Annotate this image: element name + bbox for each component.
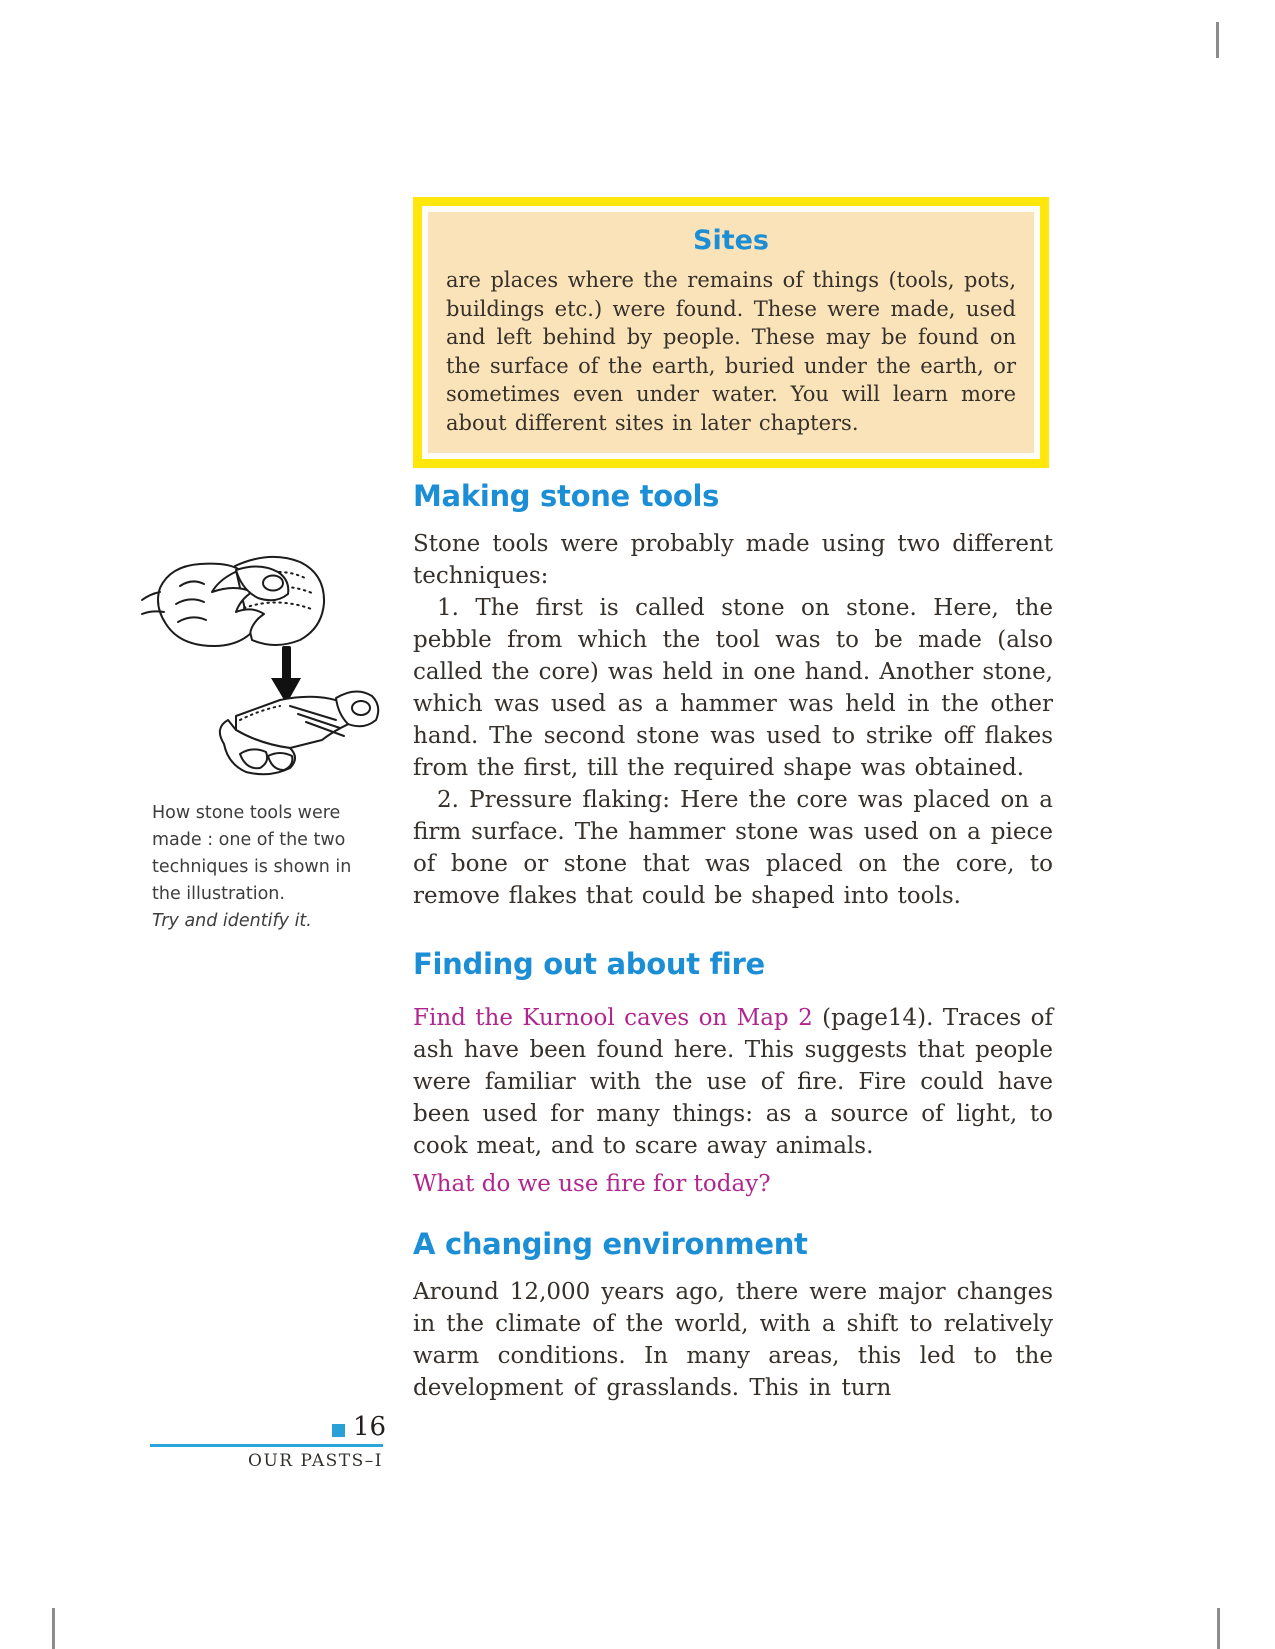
main-text-column [413, 480, 1053, 1404]
sites-info-box [413, 197, 1049, 468]
crop-mark-top-right [1216, 22, 1219, 58]
book-title: OUR PASTS–I [248, 1451, 383, 1471]
caption-line: the illustration. [152, 884, 285, 904]
crop-mark-bottom-left [52, 1608, 55, 1649]
paragraph-environment: Around 12,000 years ago, there were major changes in the climate of the world, with a shift to relatively warm conditions. In many areas, this led to the development of grasslands. This in turn [413, 1279, 1053, 1401]
fire-body-text: (page14). Traces of ash have been found here. This suggests that people were familiar with the use of fire. Fire could have been used for many things: as a source of light, to cook meat, and to scare away animals. [413, 1005, 1053, 1159]
strike-arrow-icon [271, 646, 301, 704]
sites-box-inner [428, 212, 1034, 453]
section-heading-finding-fire: Finding out about fire [413, 947, 765, 981]
caption-line: How stone tools were [152, 803, 341, 823]
sites-box-body: are places where the remains of things (tools, pots, buildings etc.) were found. These were made, used and left behind by people. These may be found on the surface of the earth, buried under the earth, or sometimes even under water. You will learn more about different sites in later chapters. [446, 268, 1016, 435]
footer-rule [150, 1444, 383, 1447]
paragraph-fire [413, 1002, 1053, 1162]
section-heading-changing-environment: A changing environment [413, 1227, 808, 1261]
caption-line: techniques is shown in [152, 857, 352, 877]
paragraph-stone-tools-intro: Stone tools were probably made using two different techniques: [413, 531, 1053, 589]
stone-tools-illustration [140, 548, 380, 788]
page-number: 16 [353, 1412, 387, 1442]
figure-caption [152, 800, 362, 935]
caption-italic-line: Try and identify it. [152, 911, 312, 931]
sites-box-title: Sites [693, 225, 769, 256]
stone-tools-drawing [140, 548, 380, 798]
fire-activity-text: Find the Kurnool caves on Map 2 [413, 1005, 813, 1031]
crop-mark-bottom-right [1217, 1608, 1220, 1649]
fire-question-text: What do we use fire for today? [413, 1171, 771, 1197]
paragraph-stone-on-stone: 1. The first is called stone on stone. Here, the pebble from which the tool was to be made (also called the core) was held in one hand. Another stone, which was used as a hammer was held in the other hand. The second stone was used to strike off flakes from the first, till the required shape was obtained. [413, 595, 1053, 781]
sites-box-gap [422, 206, 1040, 459]
caption-line: made : one of the two [152, 830, 346, 850]
paragraph-pressure-flaking: 2. Pressure flaking: Here the core was placed on a firm surface. The hammer stone was used on a piece of bone or stone that was placed on the core, to remove flakes that could be shaped into tools. [413, 787, 1053, 909]
section-heading-making-stone-tools: Making stone tools [413, 479, 720, 513]
page-number-bullet [332, 1424, 345, 1437]
